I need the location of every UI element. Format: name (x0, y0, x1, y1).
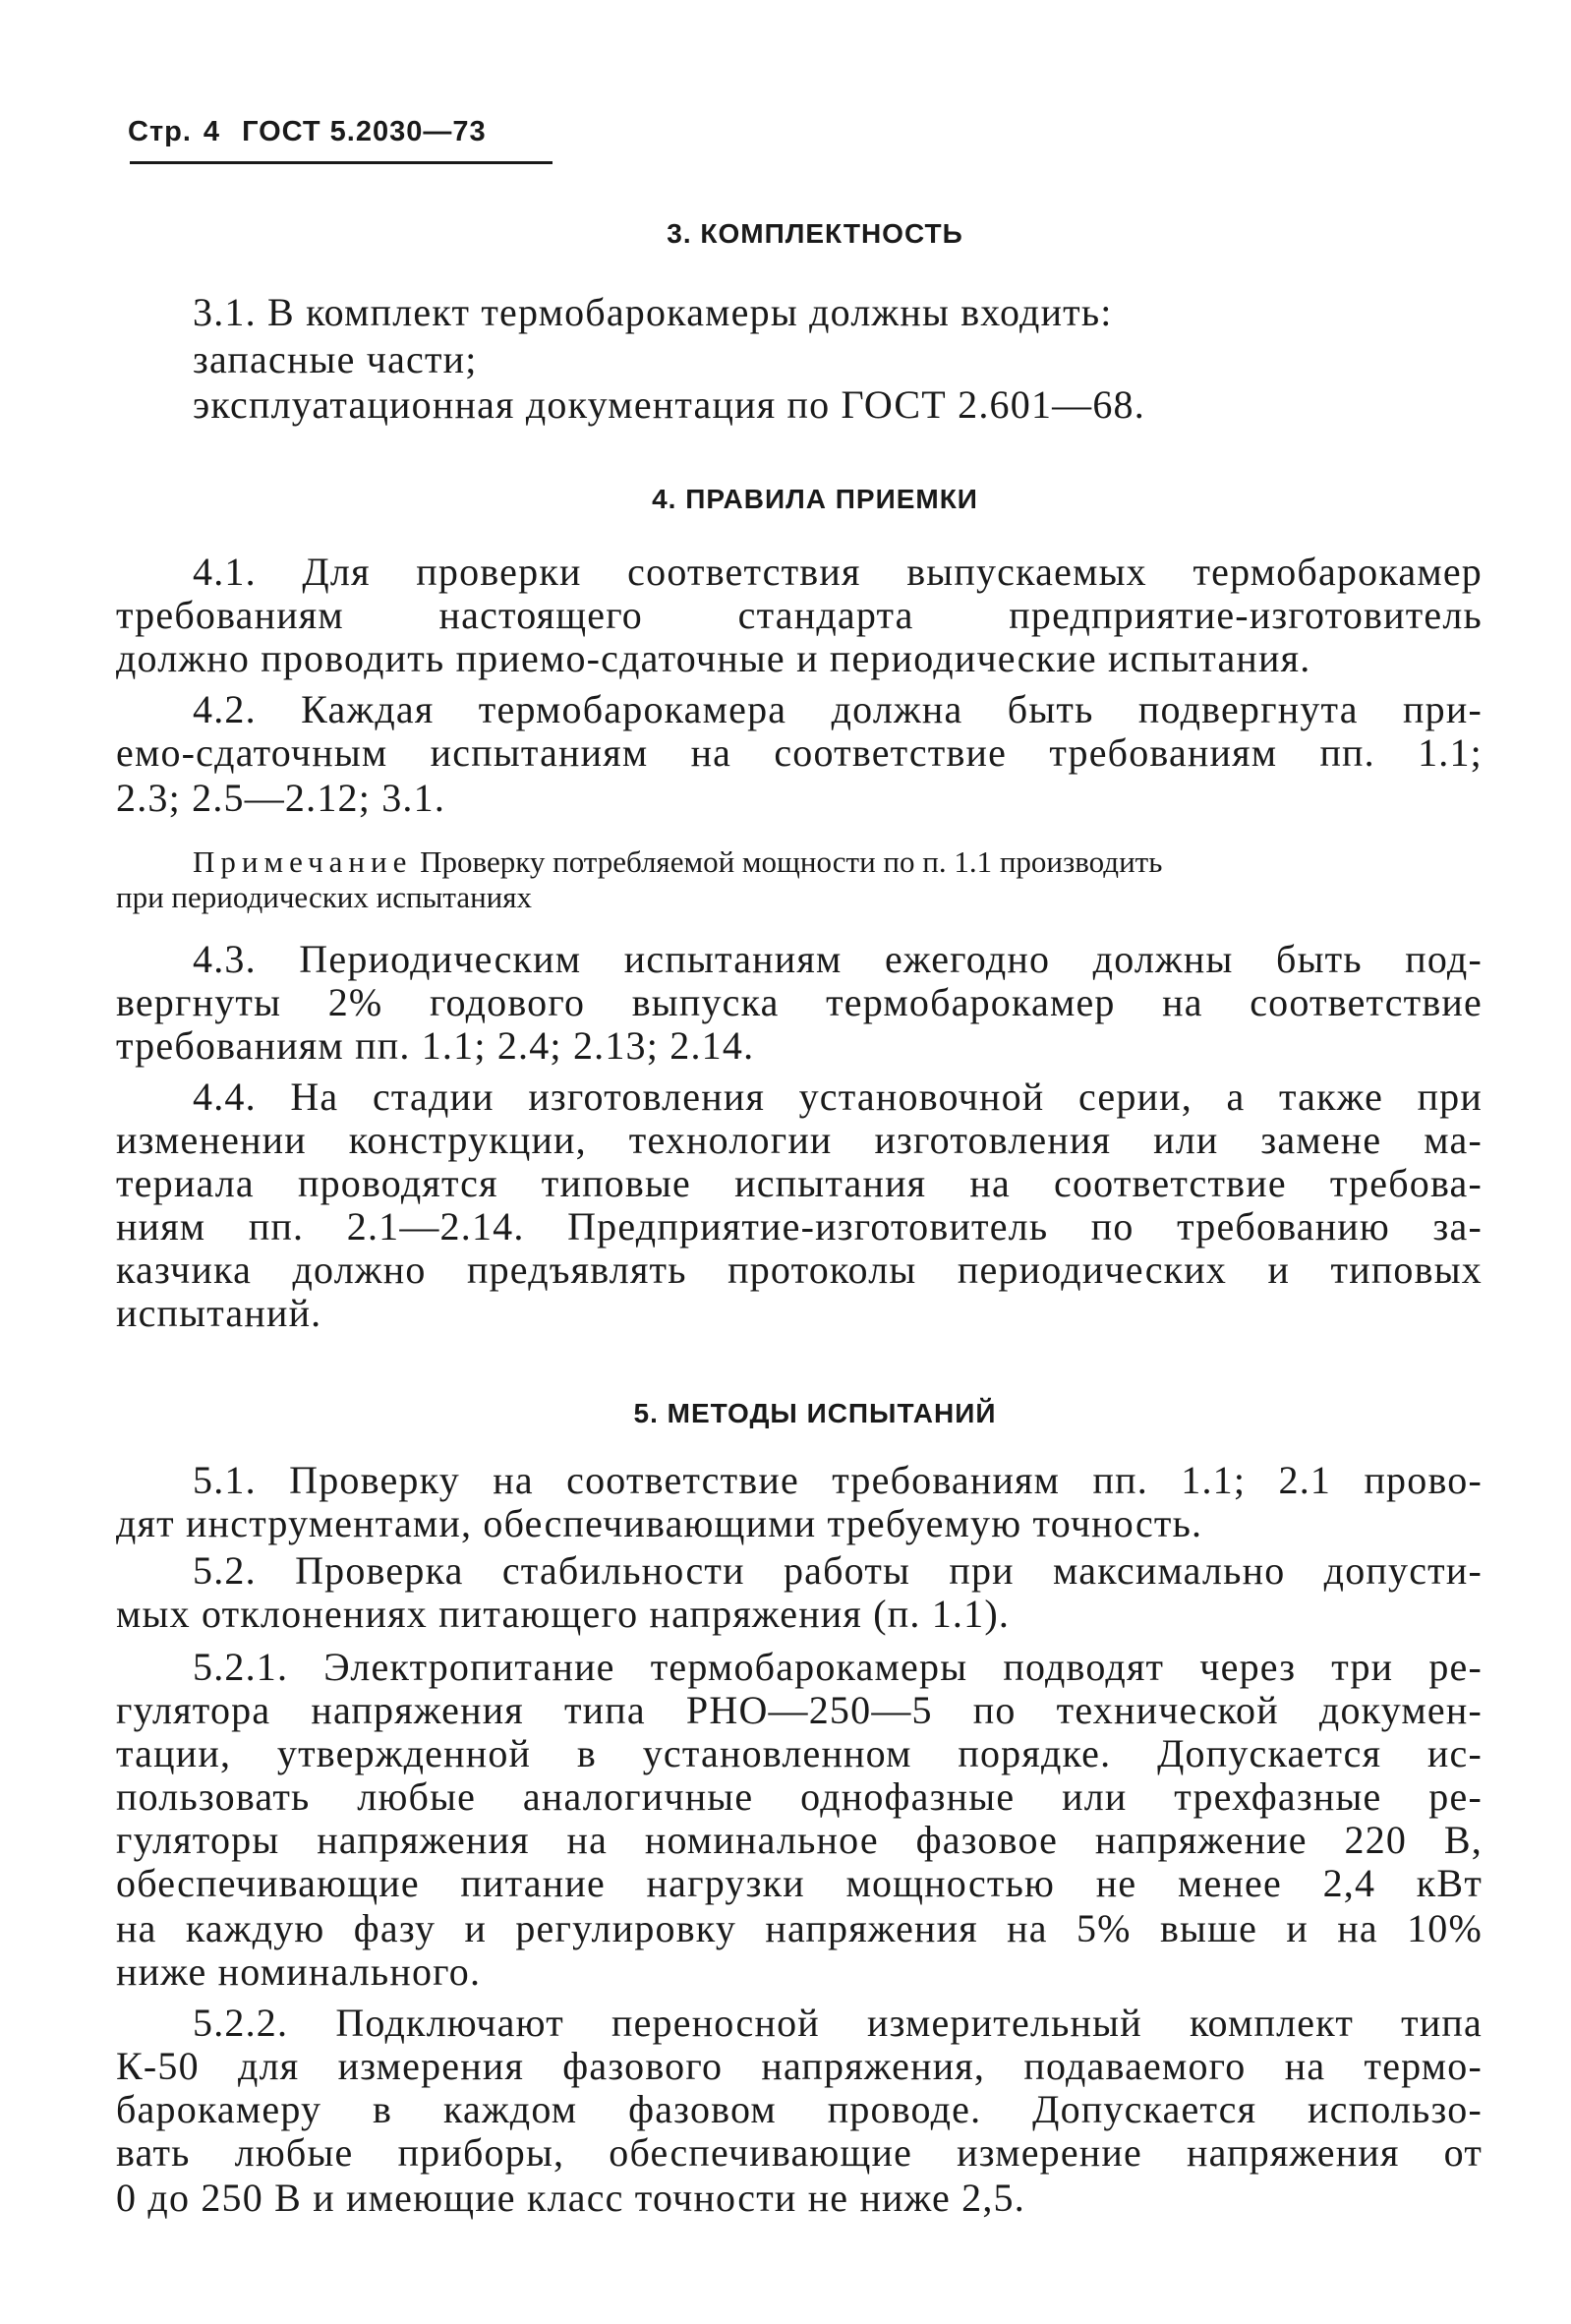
text-line: гуляторы напряжения на номинальное фазовое напряжение 220 В, (116, 1818, 1483, 1862)
text-line: 4.1. Для проверки соответствия выпускаемых термобарокамер (193, 550, 1483, 594)
text-line: 2.3; 2.5—2.12; 3.1. (116, 776, 446, 820)
text-line: териала проводятся типовые испытания на соответствие требова- (116, 1161, 1483, 1205)
text-line: испытаний. (116, 1291, 322, 1335)
text-line: требованиям пп. 1.1; 2.4; 2.13; 2.14. (116, 1023, 755, 1068)
text-line: 4.4. На стадии изготовления установочной серии, а также при (193, 1075, 1483, 1119)
standard-code: ГОСТ 5.2030—73 (242, 116, 487, 147)
text-line: тации, утвержденной в установленном порядке. Допускается ис- (116, 1731, 1483, 1775)
text-line: вать любые приборы, обеспечивающие измерение напряжения от (116, 2130, 1483, 2175)
section-heading: 3. КОМПЛЕКТНОСТЬ (667, 218, 963, 249)
text-line: на каждую фазу и регулировку напряжения на 5% выше и на 10% (116, 1906, 1483, 1950)
note-line: при периодических испытаниях (116, 880, 533, 914)
text-line: казчика должно предъявлять протоколы периодических и типовых (116, 1248, 1483, 1292)
text-line: эксплуатационная документация по ГОСТ 2.601—68. (193, 382, 1145, 427)
text-line: вергнуты 2% годового выпуска термобарокамер на соответствие (116, 980, 1483, 1024)
text-line: емо-сдаточным испытаниям на соответствие требованиям пп. 1.1; (116, 730, 1483, 775)
text-line: должно проводить приемо-сдаточные и периодические испытания. (116, 636, 1311, 680)
text-line: пользовать любые аналогичные однофазные или трехфазные ре- (116, 1774, 1483, 1819)
text-line: 4.2. Каждая термобарокамера должна быть подвергнута при- (193, 687, 1483, 731)
section-heading: 5. МЕТОДЫ ИСПЫТАНИЙ (633, 1398, 997, 1428)
page-number: 4 (203, 116, 221, 147)
page-prefix: Стр. (128, 116, 192, 147)
text-line: ниже номинального. (116, 1949, 482, 1994)
text-line: запасные части; (193, 337, 478, 381)
text-line: ниям пп. 2.1—2.14. Предприятие-изготовитель по требованию за- (116, 1204, 1483, 1249)
text-line: 5.2.2. Подключают переносной измерительный комплект типа (193, 2001, 1483, 2045)
section-heading: 4. ПРАВИЛА ПРИЕМКИ (652, 484, 978, 514)
text-line: дят инструментами, обеспечивающими требуемую точность. (116, 1501, 1203, 1545)
text-line: 3.1. В комплект термобарокамеры должны входить: (193, 290, 1113, 334)
text-line: К-50 для измерения фазового напряжения, подаваемого на термо- (116, 2044, 1483, 2088)
text-line: 5.1. Проверку на соответствие требованиям пп. 1.1; 2.1 прово- (193, 1458, 1483, 1502)
text-line: барокамеру в каждом фазовом проводе. Допускается использо- (116, 2087, 1483, 2131)
note-text: Проверку потребляемой мощности по п. 1.1 производить (420, 844, 1163, 879)
text-line: обеспечивающие питание нагрузки мощностью не менее 2,4 кВт (116, 1861, 1483, 1905)
note-label: Примечание (193, 844, 413, 879)
running-head (128, 116, 551, 148)
text-line: 4.3. Периодическим испытаниям ежегодно должны быть под- (193, 937, 1483, 981)
text-line: мых отклонениях питающего напряжения (п. 1.1). (116, 1592, 1011, 1636)
text-line: 0 до 250 В и имеющие класс точности не ниже 2,5. (116, 2176, 1025, 2220)
text-line: 5.2.1. Электропитание термобарокамеры подводят через три ре- (193, 1645, 1483, 1689)
note-line (193, 845, 1483, 879)
text-line: требованиям настоящего стандарта предприятие-изготовитель (116, 593, 1483, 637)
text-line: изменении конструкции, технологии изготовления или замене ма- (116, 1118, 1483, 1162)
text-line: 5.2. Проверка стабильности работы при максимально допусти- (193, 1548, 1483, 1593)
header-rule (130, 161, 553, 164)
text-line: гулятора напряжения типа РНО—250—5 по технической докумен- (116, 1688, 1483, 1732)
